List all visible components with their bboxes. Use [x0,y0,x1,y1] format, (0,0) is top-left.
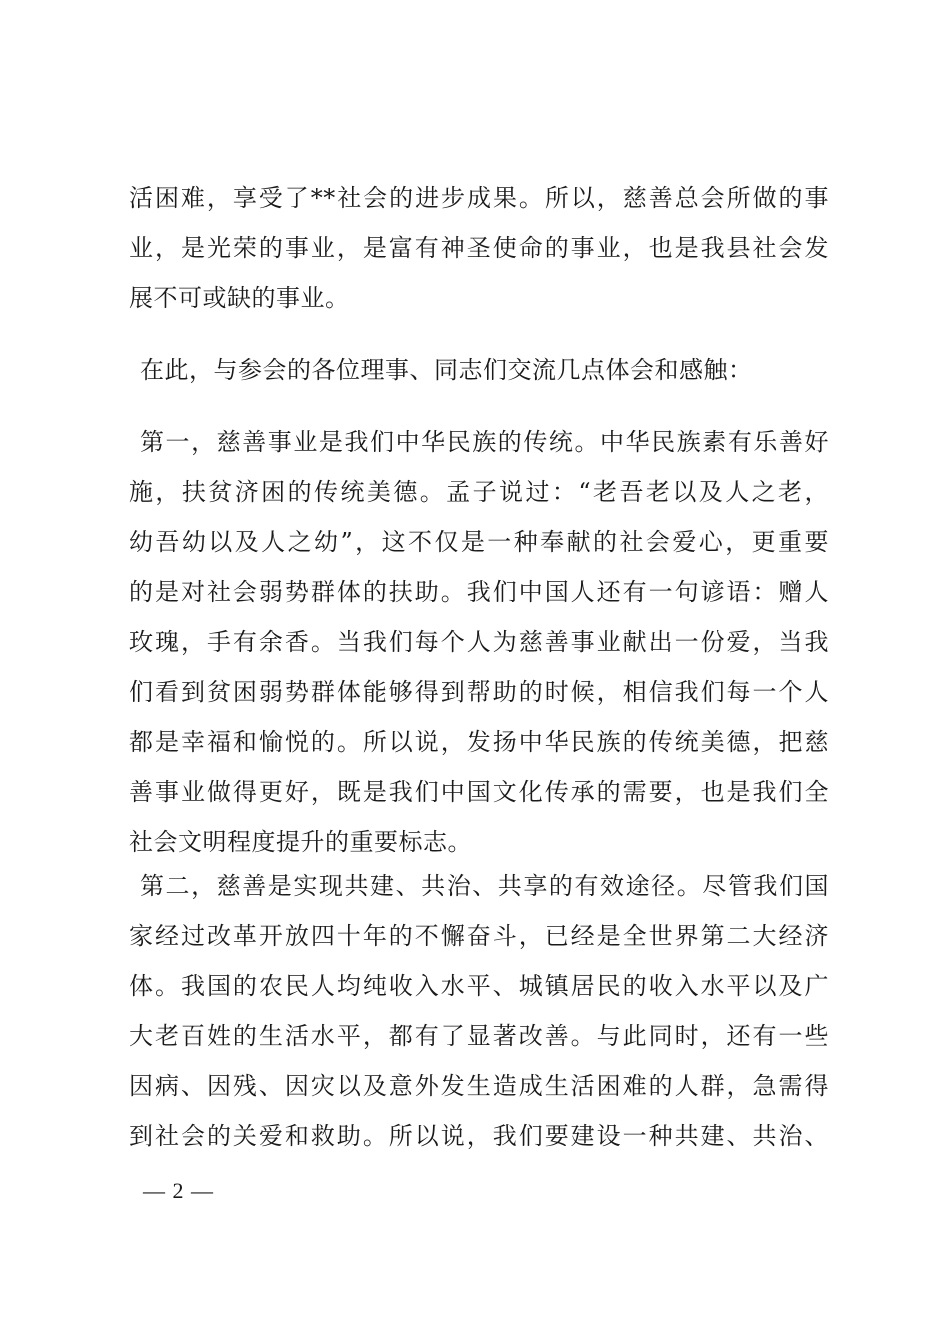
text-line: 施，扶贫济困的传统美德。孟子说过：“老吾老以及人之老， [129,478,829,506]
text-line: 因病、因残、因灾以及意外发生造成生活困难的人群，急需得 [129,1072,829,1100]
text-line: 到社会的关爱和救助。所以说，我们要建设一种共建、共治、 [129,1122,829,1150]
text-line: 业，是光荣的事业，是富有神圣使命的事业，也是我县社会发 [129,234,829,262]
text-line: 的是对社会弱势群体的扶助。我们中国人还有一句谚语：赠人 [129,578,829,606]
text-line: 在此，与参会的各位理事、同志们交流几点体会和感触： [140,356,753,384]
text-line: 社会文明程度提升的重要标志。 [129,828,472,856]
text-line: 幼吾幼以及人之幼”，这不仅是一种奉献的社会爱心，更重要 [129,528,829,556]
text-line: 都是幸福和愉悦的。所以说，发扬中华民族的传统美德，把慈 [129,728,829,756]
text-line: 玫瑰，手有余香。当我们每个人为慈善事业献出一份爱，当我 [129,628,829,656]
text-line: 第二，慈善是实现共建、共治、共享的有效途径。尽管我们国 [140,872,829,900]
text-line: 大老百姓的生活水平，都有了显著改善。与此同时，还有一些 [129,1022,829,1050]
page-number: — 2 — [143,1178,214,1203]
text-line: 活困难，享受了**社会的进步成果。所以，慈善总会所做的事 [129,184,829,212]
text-line: 体。我国的农民人均纯收入水平、城镇居民的收入水平以及广 [129,972,829,1000]
text-line: 展不可或缺的事业。 [129,284,350,312]
text-line: 们看到贫困弱势群体能够得到帮助的时候，相信我们每一个人 [129,678,829,706]
text-line: 家经过改革开放四十年的不懈奋斗，已经是全世界第二大经济 [129,922,829,950]
text-line: 第一，慈善事业是我们中华民族的传统。中华民族素有乐善好 [140,428,829,456]
text-line: 善事业做得更好，既是我们中国文化传承的需要，也是我们全 [129,778,829,806]
